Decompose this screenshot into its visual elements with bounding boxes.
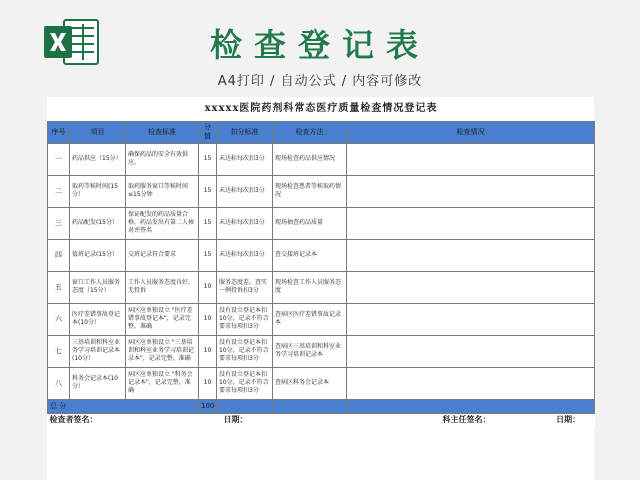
row-deduct[interactable]: 没有设立登记本扣10分，记录不符合要求每项扣3分 bbox=[217, 335, 273, 367]
row-status[interactable] bbox=[347, 367, 595, 399]
director-date[interactable]: 日期： bbox=[556, 415, 581, 425]
table-row bbox=[48, 303, 595, 335]
row-number[interactable]: 五 bbox=[48, 271, 70, 303]
row-standard[interactable]: 交班记录符合要求 bbox=[126, 239, 199, 271]
row-deduct[interactable]: 未达标每次扣3分 bbox=[217, 207, 273, 239]
row-score[interactable]: 15 bbox=[199, 239, 217, 271]
row-deduct[interactable]: 没有设立登记本扣10分，记录不符合要求每项扣3分 bbox=[217, 367, 273, 399]
row-score[interactable]: 10 bbox=[199, 303, 217, 335]
row-deduct[interactable]: 未达标每次扣3分 bbox=[217, 175, 273, 207]
inspector-signature[interactable]: 检查者签名： bbox=[48, 413, 199, 428]
row-standard[interactable]: 工作人员服务态度良好，无投诉 bbox=[126, 271, 199, 303]
total-blank-deduct[interactable] bbox=[217, 399, 273, 413]
row-deduct[interactable]: 没有设立登记本扣10分，记录不符合要求每项扣3分 bbox=[217, 303, 273, 335]
col-header-score: 分值 bbox=[199, 122, 217, 144]
row-method[interactable]: 现场检查工作人员服务态度 bbox=[273, 271, 347, 303]
total-row bbox=[48, 399, 595, 413]
row-score[interactable]: 15 bbox=[199, 207, 217, 239]
table-row bbox=[48, 207, 595, 239]
inspector-date[interactable]: 日期： bbox=[199, 413, 273, 428]
row-item[interactable]: 药品配发(15分） bbox=[70, 207, 126, 239]
col-header-status: 检查情况 bbox=[347, 122, 595, 144]
row-number[interactable]: 八 bbox=[48, 367, 70, 399]
row-score[interactable]: 10 bbox=[199, 271, 217, 303]
sheet-title: xxxxx医院药剂科常态医疗质量检查情况登记表 bbox=[204, 103, 438, 115]
row-item[interactable]: 药品供应（15分） bbox=[70, 143, 126, 175]
row-item[interactable]: 值班记录(15分） bbox=[70, 239, 126, 271]
row-number[interactable]: 三 bbox=[48, 207, 70, 239]
row-method[interactable]: 查病区医疗差错事故记录本 bbox=[273, 303, 347, 335]
row-method[interactable]: 查交接班记录本 bbox=[273, 239, 347, 271]
row-number[interactable]: 二 bbox=[48, 175, 70, 207]
row-score[interactable]: 10 bbox=[199, 367, 217, 399]
row-number[interactable]: 六 bbox=[48, 303, 70, 335]
row-standard[interactable]: 确保药品的安全有效供应。 bbox=[126, 143, 199, 175]
total-blank-status[interactable] bbox=[347, 399, 595, 413]
row-method[interactable]: 查病区科务会记录本 bbox=[273, 367, 347, 399]
column-header-row bbox=[48, 122, 595, 144]
total-blank-method[interactable] bbox=[273, 399, 347, 413]
row-standard[interactable]: 病区应单独设立 "三基培训和科室业务学习培训记录本"，记录完整，准确 bbox=[126, 335, 199, 367]
row-method[interactable]: 现场抽查药品质量 bbox=[273, 207, 347, 239]
row-number[interactable]: 四 bbox=[48, 239, 70, 271]
row-status[interactable] bbox=[347, 143, 595, 175]
table-row bbox=[48, 175, 595, 207]
table-row bbox=[48, 335, 595, 367]
row-status[interactable] bbox=[347, 207, 595, 239]
page-title: 检查登记表 bbox=[209, 26, 430, 64]
row-status[interactable] bbox=[347, 271, 595, 303]
row-number[interactable]: 一 bbox=[48, 143, 70, 175]
row-method[interactable]: 现场检查药品供应情况 bbox=[273, 143, 347, 175]
row-status[interactable] bbox=[347, 239, 595, 271]
page-subtitle: A4打印 / 自动公式 / 内容可修改 bbox=[217, 74, 423, 89]
row-standard[interactable]: 病区应单独设立 "医疗差错事故登记本"，记录完整，准确 bbox=[126, 303, 199, 335]
row-item[interactable]: 取药等候时间(15分） bbox=[70, 175, 126, 207]
row-standard[interactable]: 病区应单独设立 "科务会记录本"，记录完整，准确 bbox=[126, 367, 199, 399]
banner bbox=[0, 0, 640, 95]
row-score[interactable]: 15 bbox=[199, 143, 217, 175]
row-item[interactable]: 科务会记录本(10分） bbox=[70, 367, 126, 399]
row-item[interactable]: 医疗差错事故登记本(10分） bbox=[70, 303, 126, 335]
table-row bbox=[48, 271, 595, 303]
table-row bbox=[48, 143, 595, 175]
row-deduct[interactable]: 未达标每次扣3分 bbox=[217, 239, 273, 271]
row-deduct[interactable]: 服务态度差，查实一例投诉扣3分 bbox=[217, 271, 273, 303]
row-score[interactable]: 10 bbox=[199, 335, 217, 367]
row-status[interactable] bbox=[347, 303, 595, 335]
row-method[interactable]: 查病区三基培训和科室业务学习培训记录本 bbox=[273, 335, 347, 367]
total-score[interactable]: 100 bbox=[199, 399, 217, 413]
row-score[interactable]: 15 bbox=[199, 175, 217, 207]
row-status[interactable] bbox=[347, 335, 595, 367]
row-standard[interactable]: 保证配发的药品质量合格，药品发出有第二人核对并签名 bbox=[126, 207, 199, 239]
row-method[interactable]: 现场检查患者等候取药情况 bbox=[273, 175, 347, 207]
spreadsheet bbox=[47, 97, 594, 480]
table-row bbox=[48, 367, 595, 399]
col-header-standard: 检查标准 bbox=[126, 122, 199, 144]
signature-row bbox=[48, 413, 595, 428]
row-status[interactable] bbox=[347, 175, 595, 207]
inspection-table bbox=[47, 97, 595, 428]
col-header-no: 序号 bbox=[48, 122, 70, 144]
col-header-item: 项目 bbox=[70, 122, 126, 144]
col-header-method: 检查方法 bbox=[273, 122, 347, 144]
row-deduct[interactable]: 未达标每次扣3分 bbox=[217, 143, 273, 175]
director-signature[interactable]: 科主任签名： bbox=[442, 415, 491, 425]
total-label[interactable]: 总 分 bbox=[48, 399, 199, 413]
row-item[interactable]: 三基培训和科室业务学习培训记录本(10分） bbox=[70, 335, 126, 367]
table-row bbox=[48, 239, 595, 271]
row-number[interactable]: 七 bbox=[48, 335, 70, 367]
col-header-deduct: 扣分标准 bbox=[217, 122, 273, 144]
director-signature-block bbox=[273, 413, 595, 428]
row-item[interactable]: 窗口工作人员服务态度（15分） bbox=[70, 271, 126, 303]
row-standard[interactable]: 取药服务窗口等候时间≤15分钟 bbox=[126, 175, 199, 207]
